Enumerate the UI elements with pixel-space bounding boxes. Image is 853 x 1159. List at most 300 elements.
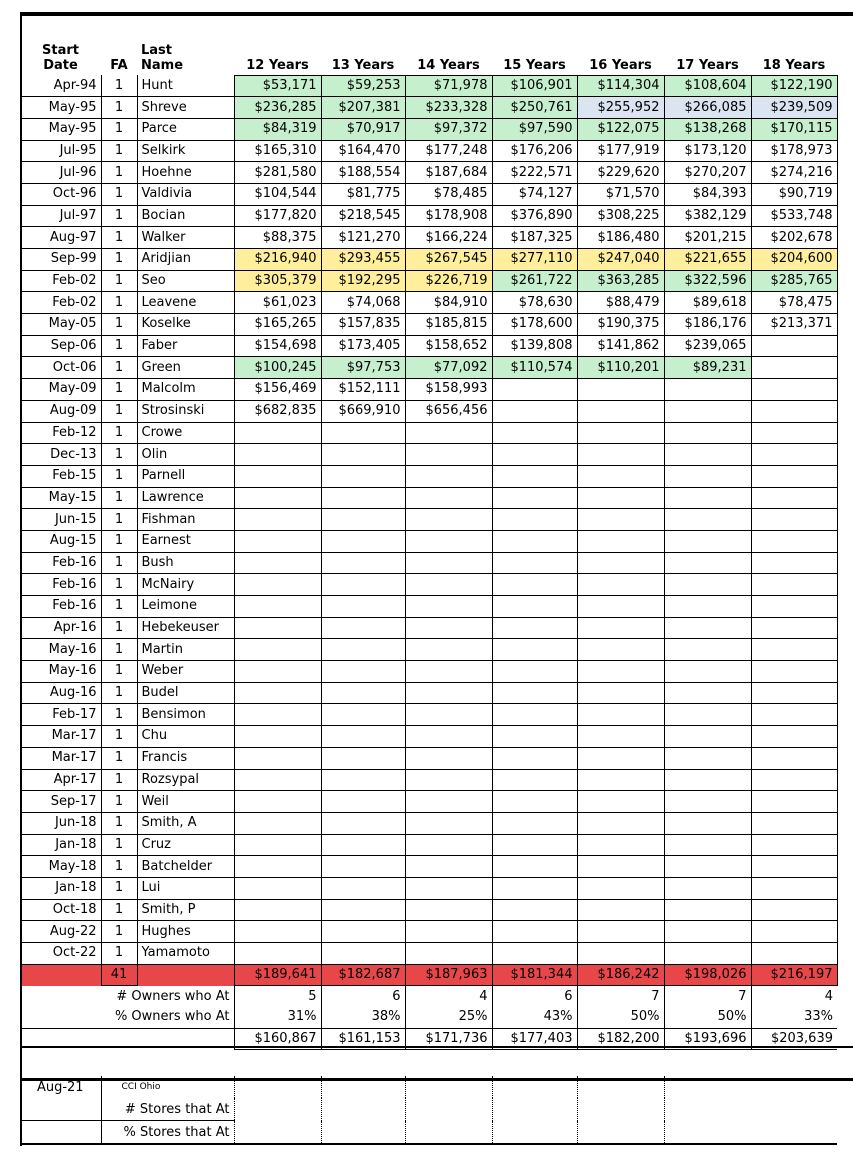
last-name-cell: Chu <box>137 726 234 748</box>
revenue-cell <box>321 617 405 639</box>
revenue-cell <box>577 596 664 618</box>
revenue-cell: $121,270 <box>321 227 405 249</box>
header-year-13: 13 Years <box>331 57 395 73</box>
fa-cell: 1 <box>101 270 137 292</box>
revenue-cell: $78,630 <box>492 292 577 314</box>
revenue-cell: $267,545 <box>405 249 492 271</box>
revenue-cell <box>234 704 321 726</box>
last-name-cell: McNairy <box>137 574 234 596</box>
table-row <box>20 856 837 878</box>
revenue-cell: $177,820 <box>234 205 321 227</box>
total-blank <box>20 964 101 986</box>
revenue-cell <box>321 704 405 726</box>
start-date-cell: Feb-15 <box>20 465 101 487</box>
start-date-cell: Aug-15 <box>20 530 101 552</box>
revenue-cell <box>577 682 664 704</box>
revenue-cell <box>664 530 751 552</box>
revenue-cell <box>321 921 405 943</box>
last-name-cell: Bush <box>137 552 234 574</box>
revenue-cell: $236,285 <box>234 97 321 119</box>
fa-cell: 1 <box>101 877 137 899</box>
summary-cell: $182,200 <box>577 1028 664 1050</box>
revenue-cell <box>492 877 577 899</box>
revenue-cell <box>664 509 751 531</box>
revenue-cell: $382,129 <box>664 205 751 227</box>
table-row <box>20 335 837 357</box>
table-row <box>20 791 837 813</box>
start-date-cell: Oct-22 <box>20 943 101 965</box>
last-name-cell: Shreve <box>137 97 234 119</box>
revenue-cell: $285,765 <box>751 270 837 292</box>
revenue-cell <box>751 791 837 813</box>
last-name-cell: Smith, A <box>137 812 234 834</box>
revenue-cell <box>405 856 492 878</box>
revenue-cell: $281,580 <box>234 162 321 184</box>
revenue-cell <box>321 444 405 466</box>
table-row <box>20 183 837 205</box>
table-row <box>20 400 837 422</box>
total-cell: $181,344 <box>492 964 577 986</box>
revenue-cell <box>664 877 751 899</box>
revenue-cell <box>664 726 751 748</box>
revenue-cell: $187,325 <box>492 227 577 249</box>
revenue-cell <box>321 530 405 552</box>
start-date-cell: Mar-17 <box>20 726 101 748</box>
revenue-cell: $74,068 <box>321 292 405 314</box>
revenue-cell: $173,120 <box>664 140 751 162</box>
revenue-cell <box>321 596 405 618</box>
revenue-cell: $170,115 <box>751 118 837 140</box>
summary-cell: $161,153 <box>321 1028 405 1050</box>
revenue-cell <box>405 661 492 683</box>
revenue-cell <box>492 596 577 618</box>
fa-cell: 1 <box>101 769 137 791</box>
revenue-cell: $88,479 <box>577 292 664 314</box>
data-rows <box>20 75 837 964</box>
revenue-cell: $104,544 <box>234 183 321 205</box>
revenue-cell <box>751 530 837 552</box>
summary-cell: 7 <box>577 986 664 1007</box>
revenue-cell <box>234 596 321 618</box>
revenue-cell: $97,753 <box>321 357 405 379</box>
revenue-cell <box>751 682 837 704</box>
fa-cell: 1 <box>101 249 137 271</box>
revenue-cell <box>234 726 321 748</box>
revenue-cell <box>751 661 837 683</box>
revenue-cell <box>234 552 321 574</box>
revenue-cell <box>751 617 837 639</box>
revenue-cell: $185,815 <box>405 314 492 336</box>
revenue-cell: $71,570 <box>577 183 664 205</box>
revenue-cell: $202,678 <box>751 227 837 249</box>
revenue-cell <box>664 791 751 813</box>
revenue-cell <box>492 791 577 813</box>
revenue-cell <box>321 899 405 921</box>
revenue-cell <box>405 552 492 574</box>
stores-table <box>20 1076 837 1145</box>
start-date-cell: Jun-15 <box>20 509 101 531</box>
last-name-cell: Selkirk <box>137 140 234 162</box>
start-date-cell: May-15 <box>20 487 101 509</box>
revenue-cell: $239,509 <box>751 97 837 119</box>
summary-rows <box>20 964 837 1050</box>
revenue-cell <box>234 899 321 921</box>
revenue-cell <box>492 769 577 791</box>
fa-cell: 1 <box>101 899 137 921</box>
start-date-cell: May-16 <box>20 661 101 683</box>
revenue-cell: $59,253 <box>321 75 405 97</box>
table-row <box>20 379 837 401</box>
start-date-cell: Feb-12 <box>20 422 101 444</box>
revenue-cell <box>664 422 751 444</box>
start-date-cell: Aug-09 <box>20 400 101 422</box>
top-rule <box>20 12 853 16</box>
table-row <box>20 899 837 921</box>
revenue-cell: $533,748 <box>751 205 837 227</box>
revenue-cell <box>577 422 664 444</box>
summary-cell: 50% <box>577 1007 664 1028</box>
revenue-cell: $53,171 <box>234 75 321 97</box>
revenue-cell <box>577 509 664 531</box>
revenue-cell: $207,381 <box>321 97 405 119</box>
revenue-cell <box>492 400 577 422</box>
summary-cell: $160,867 <box>234 1028 321 1050</box>
revenue-cell <box>321 552 405 574</box>
fa-cell: 1 <box>101 487 137 509</box>
revenue-cell: $226,719 <box>405 270 492 292</box>
revenue-cell <box>492 899 577 921</box>
revenue-cell <box>405 639 492 661</box>
revenue-cell: $218,545 <box>321 205 405 227</box>
revenue-cell <box>664 400 751 422</box>
revenue-cell: $97,372 <box>405 118 492 140</box>
summary-row <box>20 1007 837 1028</box>
table-row <box>20 97 837 119</box>
revenue-cell: $106,901 <box>492 75 577 97</box>
revenue-cell <box>492 379 577 401</box>
table-row <box>20 943 837 965</box>
last-name-cell: Francis <box>137 747 234 769</box>
fa-cell: 1 <box>101 704 137 726</box>
revenue-cell: $165,265 <box>234 314 321 336</box>
revenue-cell <box>405 921 492 943</box>
fa-cell: 1 <box>101 357 137 379</box>
fa-cell: 1 <box>101 530 137 552</box>
revenue-cell <box>321 856 405 878</box>
revenue-cell: $274,216 <box>751 162 837 184</box>
revenue-cell <box>405 747 492 769</box>
revenue-cell: $108,604 <box>664 75 751 97</box>
revenue-cell <box>492 465 577 487</box>
last-name-cell: Leavene <box>137 292 234 314</box>
header-year-18: 18 Years <box>762 57 826 73</box>
summary-cell: 4 <box>405 986 492 1007</box>
last-name-cell: Lui <box>137 877 234 899</box>
revenue-cell <box>577 856 664 878</box>
table-row <box>20 422 837 444</box>
last-name-cell: Hunt <box>137 75 234 97</box>
revenue-cell: $165,310 <box>234 140 321 162</box>
revenue-cell: $656,456 <box>405 400 492 422</box>
revenue-cell <box>492 617 577 639</box>
last-name-cell: Bocian <box>137 205 234 227</box>
last-name-cell: Cruz <box>137 834 234 856</box>
revenue-cell: $89,618 <box>664 292 751 314</box>
start-date-cell: Sep-17 <box>20 791 101 813</box>
table-row <box>20 292 837 314</box>
fa-cell: 1 <box>101 509 137 531</box>
fa-cell: 1 <box>101 400 137 422</box>
revenue-cell <box>751 444 837 466</box>
last-name-cell: Hoehne <box>137 162 234 184</box>
fa-cell: 1 <box>101 205 137 227</box>
stores-count-label: # Stores that At <box>124 1101 230 1117</box>
table-row <box>20 834 837 856</box>
revenue-cell: $266,085 <box>664 97 751 119</box>
header-year-12: 12 Years <box>246 57 309 73</box>
revenue-cell <box>234 877 321 899</box>
summary-cell: 38% <box>321 1007 405 1028</box>
total-fa-count: 41 <box>101 964 137 986</box>
summary-cell: 50% <box>664 1007 751 1028</box>
total-cell: $189,641 <box>234 964 321 986</box>
left-rule <box>20 12 22 1146</box>
last-name-cell: Hughes <box>137 921 234 943</box>
start-date-cell: Jan-18 <box>20 834 101 856</box>
fa-cell: 1 <box>101 97 137 119</box>
revenue-cell: $376,890 <box>492 205 577 227</box>
summary-cell: $193,696 <box>664 1028 751 1050</box>
revenue-cell: $305,379 <box>234 270 321 292</box>
revenue-cell: $178,973 <box>751 140 837 162</box>
revenue-cell: $158,652 <box>405 335 492 357</box>
start-date-cell: May-95 <box>20 97 101 119</box>
revenue-cell <box>664 747 751 769</box>
revenue-cell: $186,176 <box>664 314 751 336</box>
revenue-cell <box>405 509 492 531</box>
summary-cell: 6 <box>492 986 577 1007</box>
start-date-cell: Feb-16 <box>20 552 101 574</box>
revenue-cell <box>751 856 837 878</box>
revenue-cell: $308,225 <box>577 205 664 227</box>
revenue-cell <box>321 639 405 661</box>
revenue-cell: $110,574 <box>492 357 577 379</box>
table-row <box>20 140 837 162</box>
revenue-cell <box>751 899 837 921</box>
revenue-cell <box>492 487 577 509</box>
revenue-cell <box>577 530 664 552</box>
revenue-cell: $261,722 <box>492 270 577 292</box>
revenue-cell <box>751 943 837 965</box>
revenue-cell <box>664 444 751 466</box>
revenue-cell: $71,978 <box>405 75 492 97</box>
revenue-cell: $78,475 <box>751 292 837 314</box>
revenue-cell: $100,245 <box>234 357 321 379</box>
summary-cell: 5 <box>234 986 321 1007</box>
revenue-cell <box>577 726 664 748</box>
fa-cell: 1 <box>101 682 137 704</box>
revenue-cell: $70,917 <box>321 118 405 140</box>
start-date-cell: Apr-16 <box>20 617 101 639</box>
revenue-cell: $89,231 <box>664 357 751 379</box>
revenue-cell: $158,993 <box>405 379 492 401</box>
revenue-cell <box>234 617 321 639</box>
last-name-cell: Seo <box>137 270 234 292</box>
table-row <box>20 314 837 336</box>
fa-cell: 1 <box>101 335 137 357</box>
revenue-cell <box>751 422 837 444</box>
start-date-cell: Feb-16 <box>20 596 101 618</box>
last-name-cell: Strosinski <box>137 400 234 422</box>
revenue-cell: $682,835 <box>234 400 321 422</box>
revenue-cell: $84,910 <box>405 292 492 314</box>
header-year-17: 17 Years <box>676 57 739 73</box>
table-row <box>20 75 837 97</box>
fa-cell: 1 <box>101 444 137 466</box>
revenue-cell: $188,554 <box>321 162 405 184</box>
revenue-cell <box>405 834 492 856</box>
total-cell: $186,242 <box>577 964 664 986</box>
revenue-cell <box>664 682 751 704</box>
revenue-cell: $177,248 <box>405 140 492 162</box>
start-date-cell: Oct-06 <box>20 357 101 379</box>
start-date-cell: Aug-16 <box>20 682 101 704</box>
summary-label: % Owners who At <box>20 1007 234 1028</box>
revenue-cell: $190,375 <box>577 314 664 336</box>
last-name-cell: Crowe <box>137 422 234 444</box>
start-date-cell: Jun-18 <box>20 812 101 834</box>
start-date-cell: Jul-96 <box>20 162 101 184</box>
revenue-cell <box>664 552 751 574</box>
start-date-cell: May-05 <box>20 314 101 336</box>
revenue-cell: $363,285 <box>577 270 664 292</box>
revenue-cell <box>577 899 664 921</box>
owner-revenue-table <box>20 33 838 1050</box>
revenue-cell <box>234 943 321 965</box>
fa-cell: 1 <box>101 292 137 314</box>
revenue-cell <box>405 704 492 726</box>
revenue-cell <box>405 812 492 834</box>
revenue-cell: $178,908 <box>405 205 492 227</box>
start-date-cell: May-16 <box>20 639 101 661</box>
table-row <box>20 530 837 552</box>
revenue-cell <box>321 877 405 899</box>
summary-cell: 7 <box>664 986 751 1007</box>
revenue-cell <box>492 574 577 596</box>
stores-pct-row <box>20 1121 837 1145</box>
revenue-cell <box>321 422 405 444</box>
revenue-cell <box>751 335 837 357</box>
fa-cell: 1 <box>101 183 137 205</box>
revenue-cell <box>664 921 751 943</box>
table-row <box>20 769 837 791</box>
last-name-cell: Parnell <box>137 465 234 487</box>
summary-cell: 6 <box>321 986 405 1007</box>
revenue-cell <box>577 574 664 596</box>
revenue-cell <box>664 661 751 683</box>
revenue-cell: $173,405 <box>321 335 405 357</box>
last-name-cell: Malcolm <box>137 379 234 401</box>
revenue-cell: $201,215 <box>664 227 751 249</box>
fa-cell: 1 <box>101 379 137 401</box>
revenue-cell <box>321 661 405 683</box>
revenue-cell <box>751 834 837 856</box>
revenue-cell <box>234 509 321 531</box>
total-cell: $198,026 <box>664 964 751 986</box>
revenue-cell <box>234 791 321 813</box>
revenue-cell: $114,304 <box>577 75 664 97</box>
total-row <box>20 964 837 986</box>
last-name-cell: Earnest <box>137 530 234 552</box>
header-year-14: 14 Years <box>417 57 480 73</box>
revenue-cell <box>321 769 405 791</box>
revenue-cell <box>577 465 664 487</box>
fa-cell: 1 <box>101 118 137 140</box>
summary-cell: $171,736 <box>405 1028 492 1050</box>
revenue-cell: $84,393 <box>664 183 751 205</box>
summary-cell: 43% <box>492 1007 577 1028</box>
table-row <box>20 487 837 509</box>
revenue-cell <box>664 899 751 921</box>
revenue-cell: $88,375 <box>234 227 321 249</box>
table-row <box>20 227 837 249</box>
revenue-cell: $152,111 <box>321 379 405 401</box>
revenue-cell <box>492 943 577 965</box>
revenue-cell <box>751 769 837 791</box>
revenue-cell <box>234 812 321 834</box>
revenue-cell <box>664 943 751 965</box>
table-row <box>20 596 837 618</box>
stores-name: CCI Ohio <box>121 1082 161 1092</box>
revenue-cell: $156,469 <box>234 379 321 401</box>
stores-pct-label: % Stores that At <box>101 1121 234 1145</box>
revenue-cell <box>577 661 664 683</box>
start-date-cell: Aug-22 <box>20 921 101 943</box>
header-row <box>20 33 837 75</box>
revenue-cell: $213,371 <box>751 314 837 336</box>
fa-cell: 1 <box>101 314 137 336</box>
revenue-cell <box>751 596 837 618</box>
fa-cell: 1 <box>101 465 137 487</box>
revenue-cell <box>577 400 664 422</box>
revenue-cell <box>321 682 405 704</box>
revenue-cell <box>492 444 577 466</box>
start-date-cell: Feb-17 <box>20 704 101 726</box>
last-name-cell: Weil <box>137 791 234 813</box>
revenue-cell <box>234 465 321 487</box>
last-name-cell: Faber <box>137 335 234 357</box>
last-name-cell: Bensimon <box>137 704 234 726</box>
last-name-cell: Yamamoto <box>137 943 234 965</box>
revenue-cell: $139,808 <box>492 335 577 357</box>
revenue-cell: $110,201 <box>577 357 664 379</box>
revenue-cell <box>492 704 577 726</box>
fa-cell: 1 <box>101 791 137 813</box>
revenue-cell <box>321 834 405 856</box>
start-date-cell: Apr-94 <box>20 75 101 97</box>
start-date-cell: Feb-02 <box>20 292 101 314</box>
revenue-cell <box>664 465 751 487</box>
start-date-cell: Oct-96 <box>20 183 101 205</box>
table-row <box>20 617 837 639</box>
fa-cell: 1 <box>101 75 137 97</box>
table-row <box>20 639 837 661</box>
revenue-cell: $177,919 <box>577 140 664 162</box>
table-row <box>20 661 837 683</box>
table-row <box>20 704 837 726</box>
revenue-cell <box>577 877 664 899</box>
revenue-cell <box>234 530 321 552</box>
